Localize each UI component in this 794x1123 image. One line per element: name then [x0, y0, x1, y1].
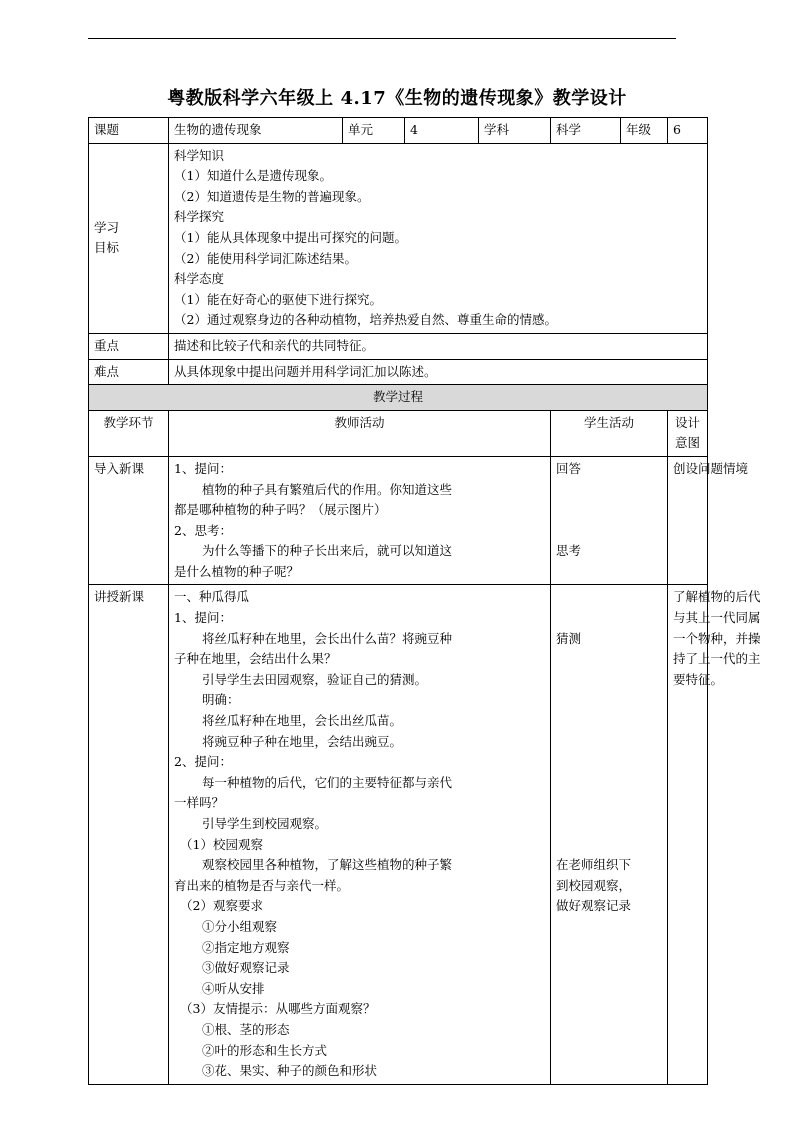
objective-line: 科学态度 — [174, 271, 225, 287]
intro-intent: 创设问题情境 — [668, 456, 708, 585]
header-rule — [88, 38, 676, 39]
key-point-label: 重点 — [89, 333, 169, 359]
document-title: 粤教版科学六年级上 4.17《生物的遗传现象》教学设计 — [167, 88, 627, 109]
difficulty-row — [89, 359, 708, 385]
difficulty-text: 从具体现象中提出问题并用科学词汇加以陈述。 — [169, 359, 708, 385]
subject-value: 科学 — [551, 118, 621, 144]
column-header-student: 学生活动 — [551, 410, 668, 456]
column-header-row — [89, 410, 708, 456]
lecture-stage: 讲授新课 — [89, 585, 169, 1084]
column-header-intent: 设计意图 — [668, 410, 708, 456]
intro-student-activity: 回答 思考 — [551, 456, 668, 585]
topic-value: 生物的遗传现象 — [169, 118, 343, 144]
lesson-plan-table — [88, 117, 761, 1085]
topic-label: 课题 — [89, 118, 169, 144]
objective-line: （2）能使用科学词汇陈述结果。 — [174, 250, 357, 266]
objective-line: （2）知道遗传是生物的普遍现象。 — [174, 188, 370, 204]
unit-label: 单元 — [343, 118, 405, 144]
objective-line: （2）通过观察身边的各种动植物，培养热爱自然、尊重生命的情感。 — [174, 312, 557, 328]
unit-value: 4 — [405, 118, 479, 144]
intro-row — [89, 456, 708, 585]
objective-line: （1）能从具体现象中提出可探究的问题。 — [174, 229, 407, 245]
lecture-student-activity: 猜测 在老师组织下 到校园观察， 做好观察记录 — [551, 585, 668, 1084]
objective-line: 科学知识 — [174, 147, 225, 163]
grade-label: 年级 — [621, 118, 668, 144]
objectives-label: 学习 目标 — [89, 143, 169, 333]
objective-line: （1）知道什么是遗传现象。 — [174, 168, 332, 184]
intro-stage: 导入新课 — [89, 456, 169, 585]
objective-line: （1）能在好奇心的驱使下进行探究。 — [174, 291, 382, 307]
lecture-teacher-activity: 一、种瓜得瓜 1、提问： 将丝瓜籽种在地里，会长出什么苗？将豌豆种 子种在地里，会结出什么果？ 引导学生去田园观察，验证自己的猜测。 明确： 将丝瓜籽种在地里，会长出丝瓜苗。 将豌豆种子种在地里，会结出豌豆。 2、提问： 每一种植物的后代，它们的主要特征都与亲代 一样吗？ 引导学生到校园观察。 （1）校园观察 观察校园里各种植物，了解这些植物的种子繁 育出来的植物是否与亲代一样。 （2）观察要求 ①分小组观察 ②指定地方观察 ③做好观察记录 ④听从安排 （3）友情提示：从哪些方面观察？ ①根、茎的形态 ②叶的形态和生长方式 ③花、果实、种子的颜色和形状 — [169, 585, 551, 1084]
objectives-content — [169, 143, 708, 333]
column-header-stage: 教学环节 — [89, 410, 169, 456]
objectives-row — [89, 143, 708, 333]
info-row — [89, 118, 708, 144]
lecture-intent: 了解植物的后代 与其上一代同属 一个物种，并操 持了上一代的主 要特征。 — [668, 585, 708, 1084]
key-point-row — [89, 333, 708, 359]
difficulty-label: 难点 — [89, 359, 169, 385]
grade-value: 6 — [668, 118, 708, 144]
intro-teacher-activity: 1、提问： 植物的种子具有繁殖后代的作用。你知道这些 都是哪种植物的种子吗？（展示图片） 2、思考： 为什么等播下的种子长出来后，就可以知道这 是什么植物的种子呢？ — [169, 456, 551, 585]
key-point-text: 描述和比较子代和亲代的共同特征。 — [169, 333, 708, 359]
process-header: 教学过程 — [89, 385, 708, 411]
subject-label: 学科 — [479, 118, 551, 144]
column-header-teacher: 教师活动 — [169, 410, 551, 456]
lecture-row — [89, 585, 708, 1084]
objective-line: 科学探究 — [174, 209, 225, 225]
process-header-row — [89, 385, 708, 411]
